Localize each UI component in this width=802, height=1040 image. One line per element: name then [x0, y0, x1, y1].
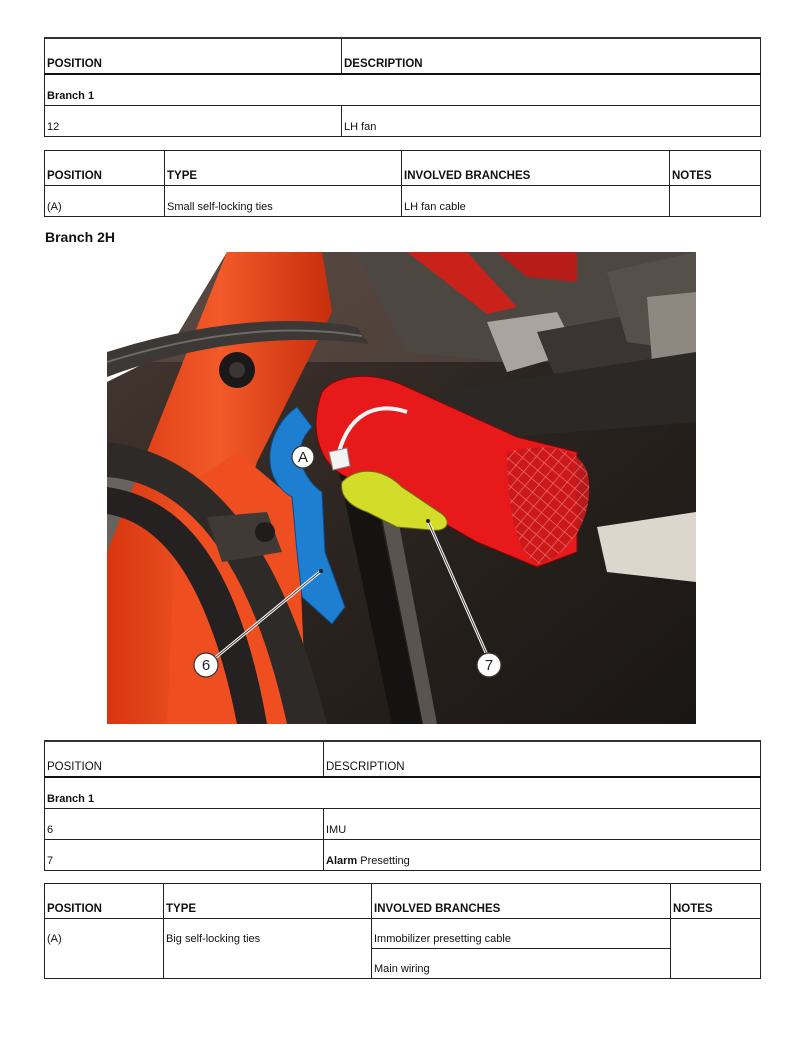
header-type: TYPE: [164, 884, 372, 919]
cell-notes: [670, 186, 761, 217]
header-position: POSITION: [45, 741, 324, 777]
branch-label: Branch 1: [45, 74, 761, 106]
header-type: TYPE: [165, 151, 402, 186]
table-header-row: [45, 741, 761, 777]
header-description: DESCRIPTION: [324, 741, 761, 777]
ties-table-1: [44, 150, 761, 217]
cell-description: [324, 840, 761, 871]
cell-type: Small self-locking ties: [165, 186, 402, 217]
table-row: [45, 809, 761, 840]
table-row: [45, 919, 761, 949]
cell-involved: LH fan cable: [402, 186, 670, 217]
branch-label: Branch 1: [45, 777, 761, 809]
table-header-row: [45, 38, 761, 74]
section-heading: Branch 2H: [45, 229, 116, 245]
cell-type: Big self-locking ties: [164, 919, 372, 979]
branch-row: [45, 74, 761, 106]
description-text: IMU: [326, 824, 347, 836]
table-row: [45, 840, 761, 871]
cell-position: (A): [45, 919, 164, 979]
cell-position: 7: [45, 840, 324, 871]
header-position: POSITION: [45, 38, 342, 74]
cell-description: LH fan: [342, 106, 761, 137]
branch-positions-table-1: [44, 37, 761, 137]
header-involved-branches: INVOLVED BRANCHES: [372, 884, 671, 919]
cell-description: [324, 809, 761, 840]
cell-position: 12: [45, 106, 342, 137]
description-bold: Alarm: [326, 855, 358, 867]
svg-text:7: 7: [484, 657, 494, 674]
header-position: POSITION: [45, 884, 164, 919]
table-header-row: [45, 884, 761, 919]
svg-text:6: 6: [201, 657, 211, 674]
svg-text:A: A: [297, 449, 309, 466]
cell-involved: Immobilizer presetting cable: [372, 919, 671, 949]
table-header-row: [45, 151, 761, 186]
ties-table-2: [44, 883, 761, 979]
table-row: [45, 106, 761, 137]
header-position: POSITION: [45, 151, 165, 186]
cell-position: (A): [45, 186, 165, 217]
header-involved-branches: INVOLVED BRANCHES: [402, 151, 670, 186]
callout-a: [292, 446, 314, 468]
table-row: [45, 186, 761, 217]
header-description: DESCRIPTION: [342, 38, 761, 74]
cell-position: 6: [45, 809, 324, 840]
header-notes: NOTES: [671, 884, 761, 919]
description-text: Presetting: [357, 855, 410, 867]
wiring-photo: [107, 252, 696, 724]
cell-involved: Main wiring: [372, 949, 671, 979]
branch-row: [45, 777, 761, 809]
header-notes: NOTES: [670, 151, 761, 186]
branch-positions-table-2: [44, 740, 761, 871]
cell-notes: [671, 919, 761, 979]
